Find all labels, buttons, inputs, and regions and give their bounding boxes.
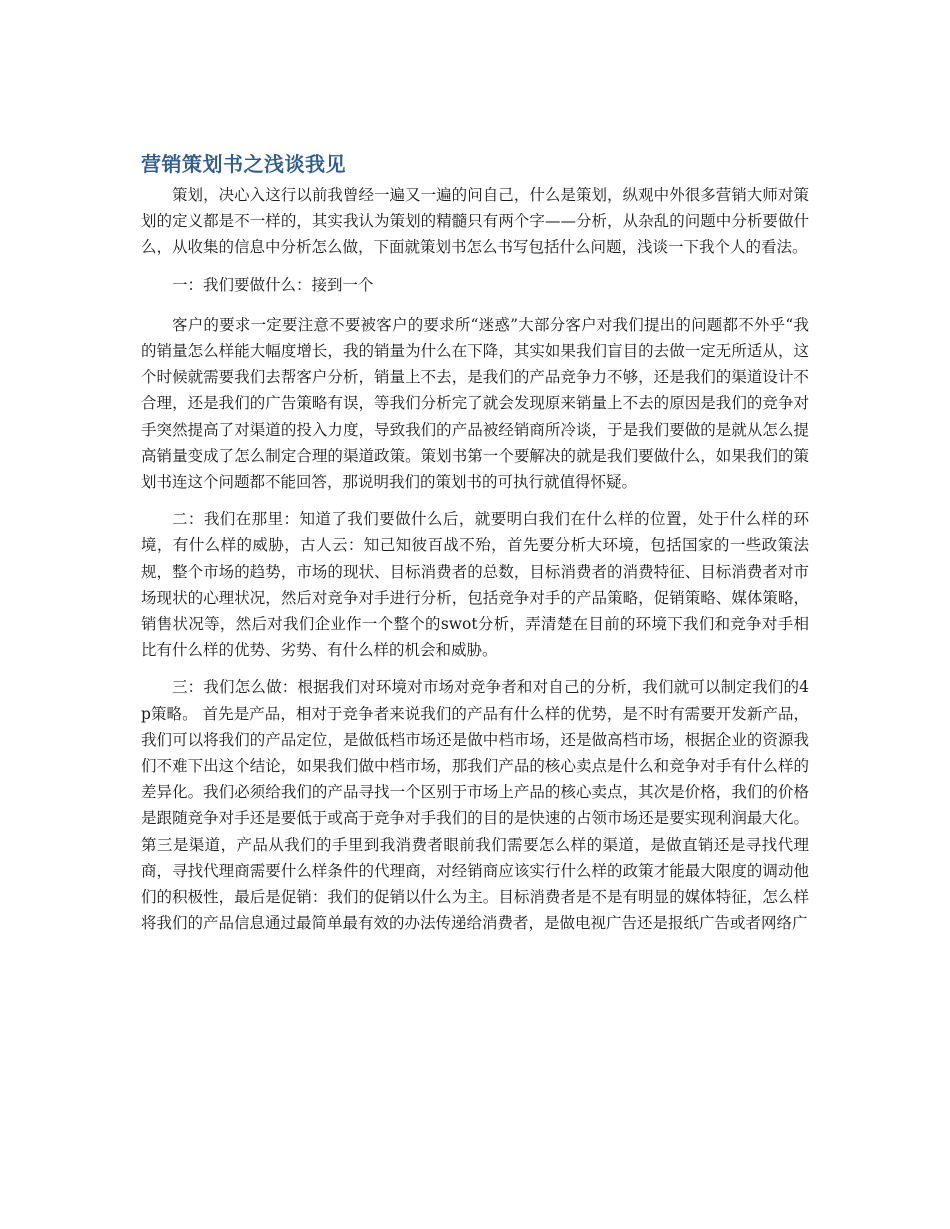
intro-paragraph: 策划，决心入这行以前我曾经一遍又一遍的问自己，什么是策划，纵观中外很多营销大师对策划的定义都是不一样的，其实我认为策划的精髓只有两个字——分析，从杂乱的问题中分析要做什么，从收集的信息中分析怎么做，下面就策划书怎么书写包括什么问题，浅谈一下我个人的看法。 <box>141 186 809 257</box>
section-one-paragraph: 客户的要求一定要注意不要被客户的要求所“迷惑”大部分客户对我们提出的问题都不外乎“我的销量怎么样能大幅度增长，我的销量为什么在下降，其实如果我们盲目的去做一定无所适从，这个时候就需要我们去帮客户分析，销量上不去，是我们的产品竞争力不够，还是我们的渠道设计不合理，还是我们的广告策略有误，等我们分析完了就会发现原来销量上不去的原因是我们的竞争对手突然提高了对渠道的投入力度，导致我们的产品被经销商所冷谈，于是我们要做的是就从怎么提高销量变成了怎么制定合理的渠道政策。策划书第一个要解决的就是我们要做什么，如果我们的策划书连这个问题都不能回答，那说明我们的策划书的可执行就值得怀疑。 <box>141 315 809 492</box>
document-page <box>141 150 809 947</box>
document-title: 营销策划书之浅谈我见 <box>141 152 346 176</box>
section-one-heading: 一：我们要做什么：接到一个 <box>172 275 374 294</box>
section-three-paragraph: 三：我们怎么做：根据我们对环境对市场对竞争者和对自己的分析，我们就可以制定我们的4p策略。 首先是产品，相对于竞争者来说我们的产品有什么样的优势，是不时有需要开发新产品，我们可以将我们的产品定位，是做低档市场还是做中档市场，还是做高档市场，根据企业的资源我们不难下出这个结论，如果我们做中档市场，那我们产品的核心卖点是什么和竞争对手有什么样的差异化。我们必须给我们的产品寻找一个区别于市场上产品的核心卖点，其次是价格，我们的价格是跟随竞争对手还是要低于或高于竞争对手我们的目的是快速的占领市场还是要实现利润最大化。第三是渠道，产品从我们的手里到我消费者眼前我们需要怎么样的渠道，是做直销还是寻找代理商，寻找代理商需要什么样条件的代理商，对经销商应该实行什么样的政策才能最大限度的调动他们的积极性，最后是促销：我们的促销以什么为主。目标消费者是不是有明显的媒体特征，怎么样将我们的产品信息通过最简单最有效的办法传递给消费者，是做电视广告还是报纸广告或者网络广 <box>141 678 809 933</box>
section-two-paragraph: 二：我们在那里：知道了我们要做什么后，就要明白我们在什么样的位置，处于什么样的环境，有什么样的威胁，古人云：知己知彼百战不殆，首先要分析大环境，包括国家的一些政策法规，整个市场的趋势，市场的现状、目标消费者的总数，目标消费者的消费特征、目标消费者对市场现状的心理状况，然后对竞争对手进行分析，包括竞争对手的产品策略，促销策略、媒体策略，销售状况等，然后对我们企业作一个整个的swot分析，弄清楚在目前的环境下我们和竞争对手相比有什么样的优势、劣势、有什么样的机会和威胁。 <box>141 510 809 660</box>
